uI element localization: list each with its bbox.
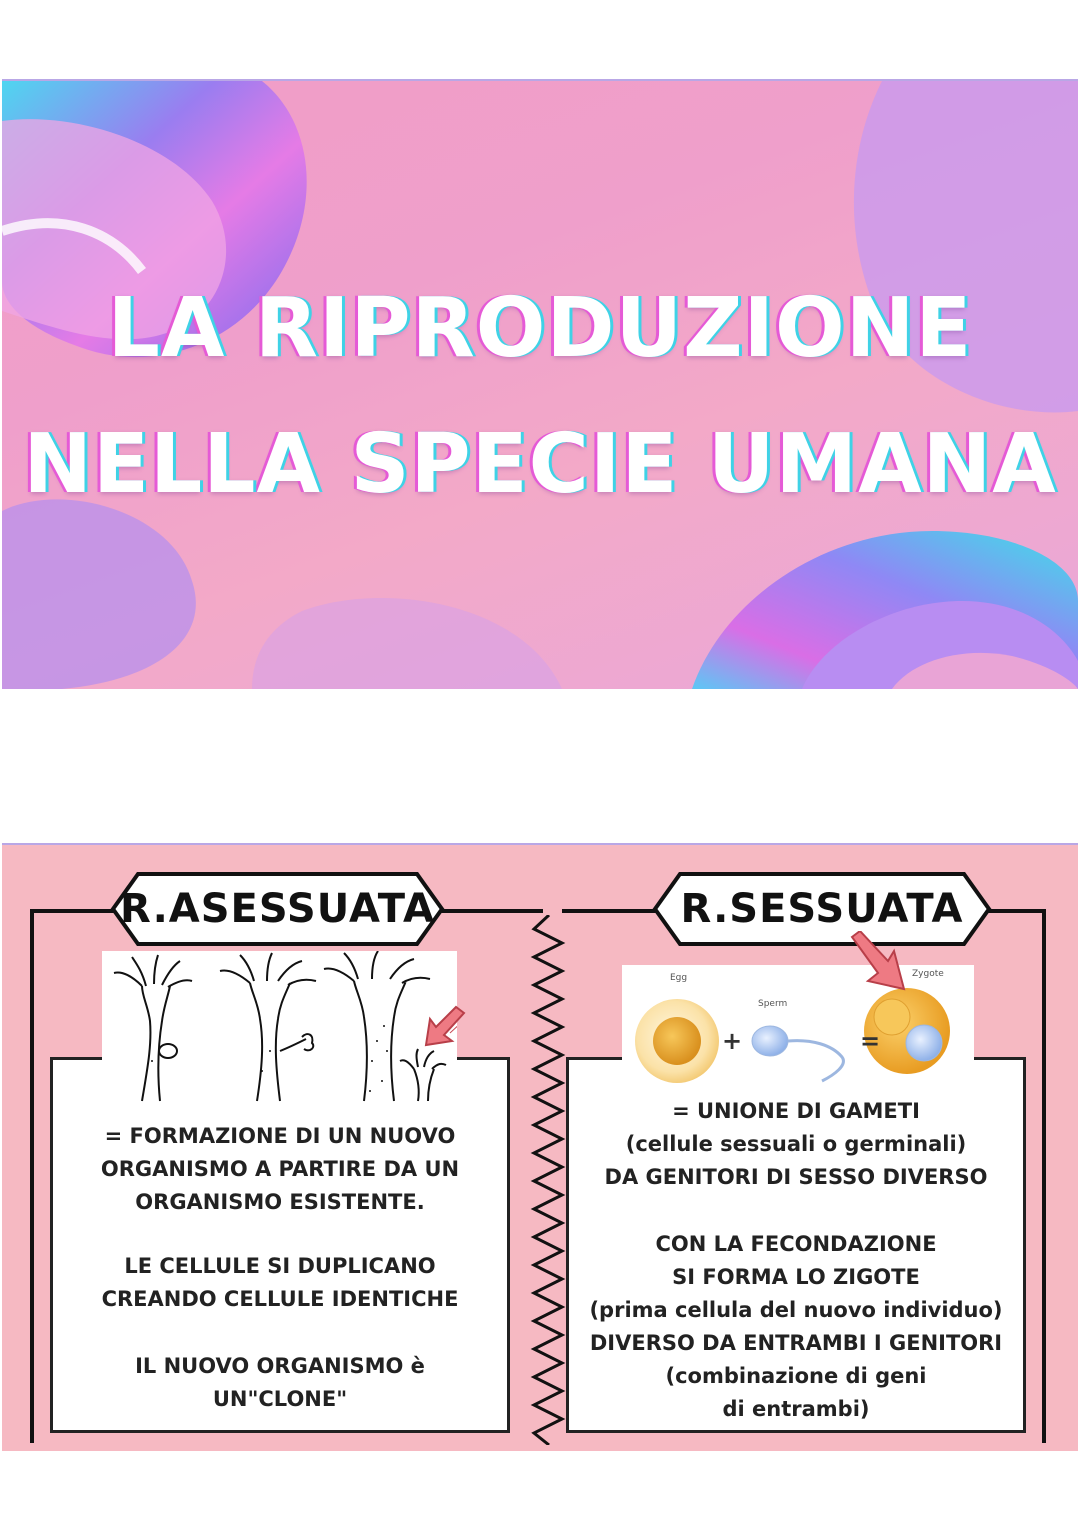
sexual-text-line: (combinazione di geni [665, 1364, 927, 1388]
equals-sign: = [860, 1027, 881, 1055]
sexual-paragraph [569, 1228, 1023, 1426]
asexual-paragraph [53, 1120, 507, 1219]
asexual-text-line: ORGANISMO ESISTENTE. [135, 1190, 425, 1214]
egg-label: Egg [670, 973, 688, 983]
hydra-budding-illustration [102, 951, 457, 1109]
asexual-text-line: IL NUOVO ORGANISMO è [135, 1354, 425, 1378]
slide-title-line-1: LA RIPRODUZIONE [107, 281, 973, 376]
plus-sign: + [722, 1027, 743, 1055]
asexual-heading-badge [110, 871, 445, 947]
iridescent-background [2, 81, 1078, 689]
asexual-paragraph [53, 1250, 507, 1316]
sexual-text-line: DA GENITORI DI SESSO DIVERSO [604, 1165, 988, 1189]
hydra-drawing [102, 951, 457, 1109]
sperm-label: Sperm [758, 999, 788, 1009]
asexual-text-line: UN"CLONE" [212, 1387, 348, 1411]
sperm-cell [752, 1026, 788, 1056]
comparison-slide [2, 843, 1078, 1451]
sexual-text-line: di entrambi) [722, 1397, 870, 1421]
asexual-text-line: LE CELLULE SI DUPLICANO [124, 1254, 436, 1278]
arrow-icon [420, 1005, 466, 1051]
sexual-paragraph [569, 1095, 1023, 1194]
sexual-text-line: SI FORMA LO ZIGOTE [672, 1265, 920, 1289]
sexual-text-box [566, 1057, 1026, 1433]
sexual-heading: R.SESSUATA [680, 886, 964, 932]
slide-title-line-2: NELLA SPECIE UMANA [23, 417, 1057, 512]
title-slide [2, 79, 1078, 689]
zygote-label: Zygote [912, 969, 944, 979]
fertilization-diagram [622, 965, 974, 1097]
asexual-text-line: CREANDO CELLULE IDENTICHE [101, 1287, 459, 1311]
sexual-heading-badge [652, 871, 992, 947]
asexual-heading: R.ASESSUATA [120, 886, 435, 932]
sexual-text-line: = UNIONE DI GAMETI [672, 1099, 920, 1123]
asexual-text-line: ORGANISMO A PARTIRE DA UN [100, 1157, 460, 1181]
asexual-text-line: = FORMAZIONE DI UN NUOVO [104, 1124, 456, 1148]
sexual-text-line: DIVERSO DA ENTRAMBI I GENITORI [589, 1331, 1003, 1355]
sexual-text-line: (cellule sessuali o germinali) [625, 1132, 967, 1156]
sexual-text-line: (prima cellula del nuovo individuo) [589, 1298, 1003, 1322]
arrow-icon [848, 931, 912, 995]
asexual-text-box [50, 1057, 510, 1433]
sexual-text-line: CON LA FECONDAZIONE [655, 1232, 937, 1256]
asexual-paragraph [53, 1350, 507, 1416]
